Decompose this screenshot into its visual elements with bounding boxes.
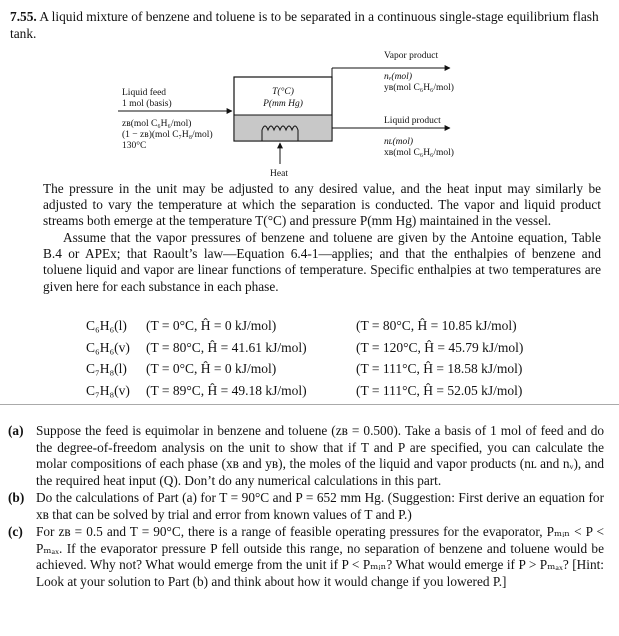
part-label: (a) bbox=[8, 423, 24, 438]
vapor-product-title: Vapor product bbox=[384, 51, 439, 61]
part-c bbox=[8, 524, 604, 590]
enthalpy-point-2: (T = 111°C, Ĥ = 52.05 kJ/mol) bbox=[356, 382, 523, 398]
part-text: Do the calculations of Part (a) for T = 90°C and P = 652 mm Hg. (Suggestion: First derive an equation for xʙ that can be solved by trial and error from known values of T and P.) bbox=[36, 490, 604, 522]
feed-benzene-fraction: zʙ(mol C₆H₆/mol) bbox=[122, 119, 192, 129]
tank-pressure: P(mm Hg) bbox=[263, 99, 303, 109]
liquid-benzene-fraction: xʙ(mol C₆H₆/mol) bbox=[384, 148, 454, 158]
problem-statement bbox=[10, 8, 610, 42]
feed-toluene-fraction: (1 − zʙ)(mol C₇H₈/mol) bbox=[122, 130, 213, 140]
species: C₇H₈(v) bbox=[86, 382, 130, 398]
tank-temperature: T(°C) bbox=[272, 87, 294, 97]
part-label: (b) bbox=[8, 490, 25, 505]
feed-temperature: 130°C bbox=[122, 141, 147, 151]
divider bbox=[0, 404, 619, 405]
table-row bbox=[86, 318, 546, 340]
feed-basis: 1 mol (basis) bbox=[122, 99, 172, 109]
liquid-product-title: Liquid product bbox=[384, 116, 441, 126]
paragraph-operation: The pressure in the unit may be adjusted to any desired value, and the heat input may similarly be adjusted to vary the temperature at which the separation is conducted. The vapor and liquid product streams both emerge at the temperature T(°C) and pressure P(mm Hg) maintained in the vessel. bbox=[43, 181, 601, 229]
species: C₇H₈(l) bbox=[86, 361, 127, 376]
heat-label: Heat bbox=[270, 169, 288, 179]
vapor-moles: nᵥ(mol) bbox=[384, 72, 412, 82]
feed-label: Liquid feed bbox=[122, 88, 167, 98]
problem-parts bbox=[8, 423, 604, 591]
part-text: Suppose the feed is equimolar in benzene and toluene (zʙ = 0.500). Take a basis of 1 mol of feed and do the degree-of-freedom analysis on the unit to show that if T and P are specified, you can calculate the molar compositions of each phase (xʙ and yʙ), the moles of the liquid and vapor products (nʟ and nᵥ), and the required heat input (Q). Don’t do any numerical calculations in this part. bbox=[36, 423, 604, 488]
enthalpy-table bbox=[86, 318, 546, 404]
enthalpy-point-2: (T = 80°C, Ĥ = 10.85 kJ/mol) bbox=[356, 318, 517, 333]
table-row bbox=[86, 361, 546, 383]
species: C₆H₆(l) bbox=[86, 318, 127, 333]
part-a bbox=[8, 423, 604, 489]
enthalpy-point-1: (T = 0°C, Ĥ = 0 kJ/mol) bbox=[146, 318, 277, 333]
enthalpy-point-1: (T = 80°C, Ĥ = 41.61 kJ/mol) bbox=[146, 339, 307, 355]
enthalpy-point-1: (T = 89°C, Ĥ = 49.18 kJ/mol) bbox=[146, 382, 307, 398]
flash-tank-diagram bbox=[0, 40, 619, 180]
enthalpy-point-1: (T = 0°C, Ĥ = 0 kJ/mol) bbox=[146, 361, 277, 376]
tank-liquid-level bbox=[235, 115, 332, 140]
enthalpy-point-2: (T = 111°C, Ĥ = 18.58 kJ/mol) bbox=[356, 361, 523, 376]
problem-number: 7.55. bbox=[10, 9, 37, 24]
part-text: For zʙ = 0.5 and T = 90°C, there is a range of feasible operating pressures for the evaporator, Pₘᵢₙ < P < Pₘₐₓ. If the evaporator pressure P fell outside this range, no separation of benzene and toluene would be achieved. Why not? What would emerge from the unit if P < Pₘᵢₙ? What would emerge if P > Pₘₐₓ? [Hint: Look at your solution to Part (b) and think about how it would change if you lowered P.] bbox=[36, 524, 604, 589]
table-row bbox=[86, 383, 546, 405]
liquid-moles: nʟ(mol) bbox=[384, 137, 414, 147]
part-label: (c) bbox=[8, 524, 23, 539]
table-row bbox=[86, 340, 546, 362]
paragraph-assumptions: Assume that the vapor pressures of benzene and toluene are given by the Antoine equation, Table B.4 or APEx; that Raoult’s law—Equation 6.4-1—applies; and that the enthalpies of benzene and toluene liquid and vapor are linear functions of temperature. Specific enthalpies at two temperatures are given here for each substance in each phase. bbox=[43, 230, 601, 294]
problem-title: A liquid mixture of benzene and toluene is to be separated in a continuous single-stage equilibrium flash tank. bbox=[10, 9, 599, 41]
vapor-benzene-fraction: yʙ(mol C₆H₆/mol) bbox=[384, 83, 454, 93]
enthalpy-point-2: (T = 120°C, Ĥ = 45.79 kJ/mol) bbox=[356, 339, 524, 355]
part-b bbox=[8, 490, 604, 523]
species: C₆H₆(v) bbox=[86, 339, 130, 355]
